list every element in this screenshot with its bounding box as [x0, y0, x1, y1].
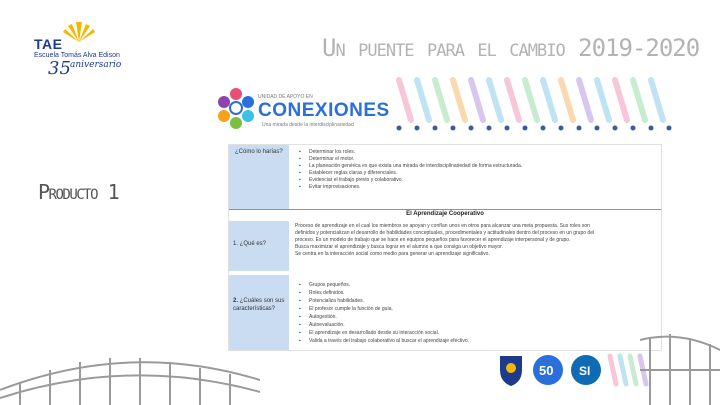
row3-label: ¿Cuáles son sus características? — [233, 298, 285, 312]
paragraph-line: proceso. Es un modelo de trabajo que se hace en equipos pequeños para favorecer el aprendizaje interpersonal y de grupo. — [295, 237, 571, 243]
decorative-streaks — [395, 74, 695, 136]
row1-label: ¿Cómo lo harías? — [229, 145, 289, 209]
row3-content — [295, 281, 655, 345]
paragraph-line: Se centra en la interacción social como medio para generar un aprendizaje significativo. — [295, 251, 490, 257]
row2-label: 1. ¿Qué es? — [229, 221, 289, 271]
bridge-left-illustration — [0, 320, 260, 405]
anniversary-50-logo — [533, 355, 563, 385]
unam-shield-icon — [500, 356, 522, 386]
list-item: ▪ Potencializa habilidades. — [309, 297, 655, 305]
tae-anniversary-script: aniversario — [70, 60, 122, 70]
paragraph-line: Proceso de aprendizaje en el cual los miembros se apoyan y confían unos en otros para alcanzar una meta propuesta. Sus roles son — [295, 223, 590, 229]
svg-text:SI: SI — [579, 364, 591, 378]
row1-bullet-list — [295, 149, 655, 191]
conexiones-name: CONEXIONES — [258, 100, 390, 121]
list-item: ▪ Evitar improvisaciones. — [309, 184, 655, 191]
tae-anniversary-number: 35 — [48, 58, 71, 79]
list-item: ▪ Determinar los roles. — [309, 149, 655, 156]
list-item: ▪ El aprendizaje es desarrollado desde su interacción social. — [309, 329, 655, 337]
conexiones-tagline: Una mirada desde la interdisciplinariedad — [262, 122, 354, 128]
tae-subtitle: Escuela Tomás Alva Edison — [34, 52, 120, 59]
tae-name: TAE — [34, 36, 63, 52]
partner-logos — [490, 350, 660, 390]
list-item: ▪ Grupos pequeños. — [309, 281, 655, 289]
list-item: ▪ Evidenciar el trabajo previo y colaborativo. — [309, 177, 655, 184]
list-item: ▪ Establecer reglas claras y diferenciales. — [309, 170, 655, 177]
section-heading: El Aprendizaje Cooperativo — [406, 211, 484, 217]
row1-content — [295, 149, 655, 191]
row2-content — [295, 223, 659, 258]
list-item: ▪ Roles definidos. — [309, 289, 655, 297]
divider — [229, 209, 661, 210]
si-badge-logo — [571, 355, 601, 385]
row3-label-number: 2. — [233, 298, 239, 304]
list-item: ▪ La planeación genérica es que exista una mirada de interdisciplinariedad de forma estructurada. — [309, 163, 655, 170]
row3-bullet-list — [295, 281, 655, 345]
product-label: Producto 1 — [38, 180, 119, 204]
conexiones-logo-icon — [216, 86, 256, 130]
list-item: ▪ El profesor cumple la función de guía. — [309, 305, 655, 313]
list-item: ▪ Autoevaluación. — [309, 321, 655, 329]
list-item: ▪ Autogestión. — [309, 313, 655, 321]
conexiones-small-text: UNIDAD DE APOYO EN — [258, 94, 313, 100]
list-item: ▪ Determinar el motor. — [309, 156, 655, 163]
document-table — [228, 144, 662, 351]
list-item: ▪ Valida a través del trabajo colaborativo al buscar el aprendizaje efectivo. — [309, 337, 655, 345]
bridge-right-illustration — [640, 330, 720, 405]
svg-text:50: 50 — [539, 363, 554, 378]
paragraph-line: Busca maximizar el aprendizaje y busca lograr en el alumno a que consiga un objetivo mayor. — [295, 244, 503, 250]
paragraph-line: definidos y potencializan el desarrollo de habilidades conceptuales, procedimentales y actitudinales dentro del proceso en un grupo del — [295, 230, 595, 236]
page-title: Un puente para el cambio 2019-2020 — [322, 34, 700, 62]
sun-icon — [62, 20, 96, 42]
